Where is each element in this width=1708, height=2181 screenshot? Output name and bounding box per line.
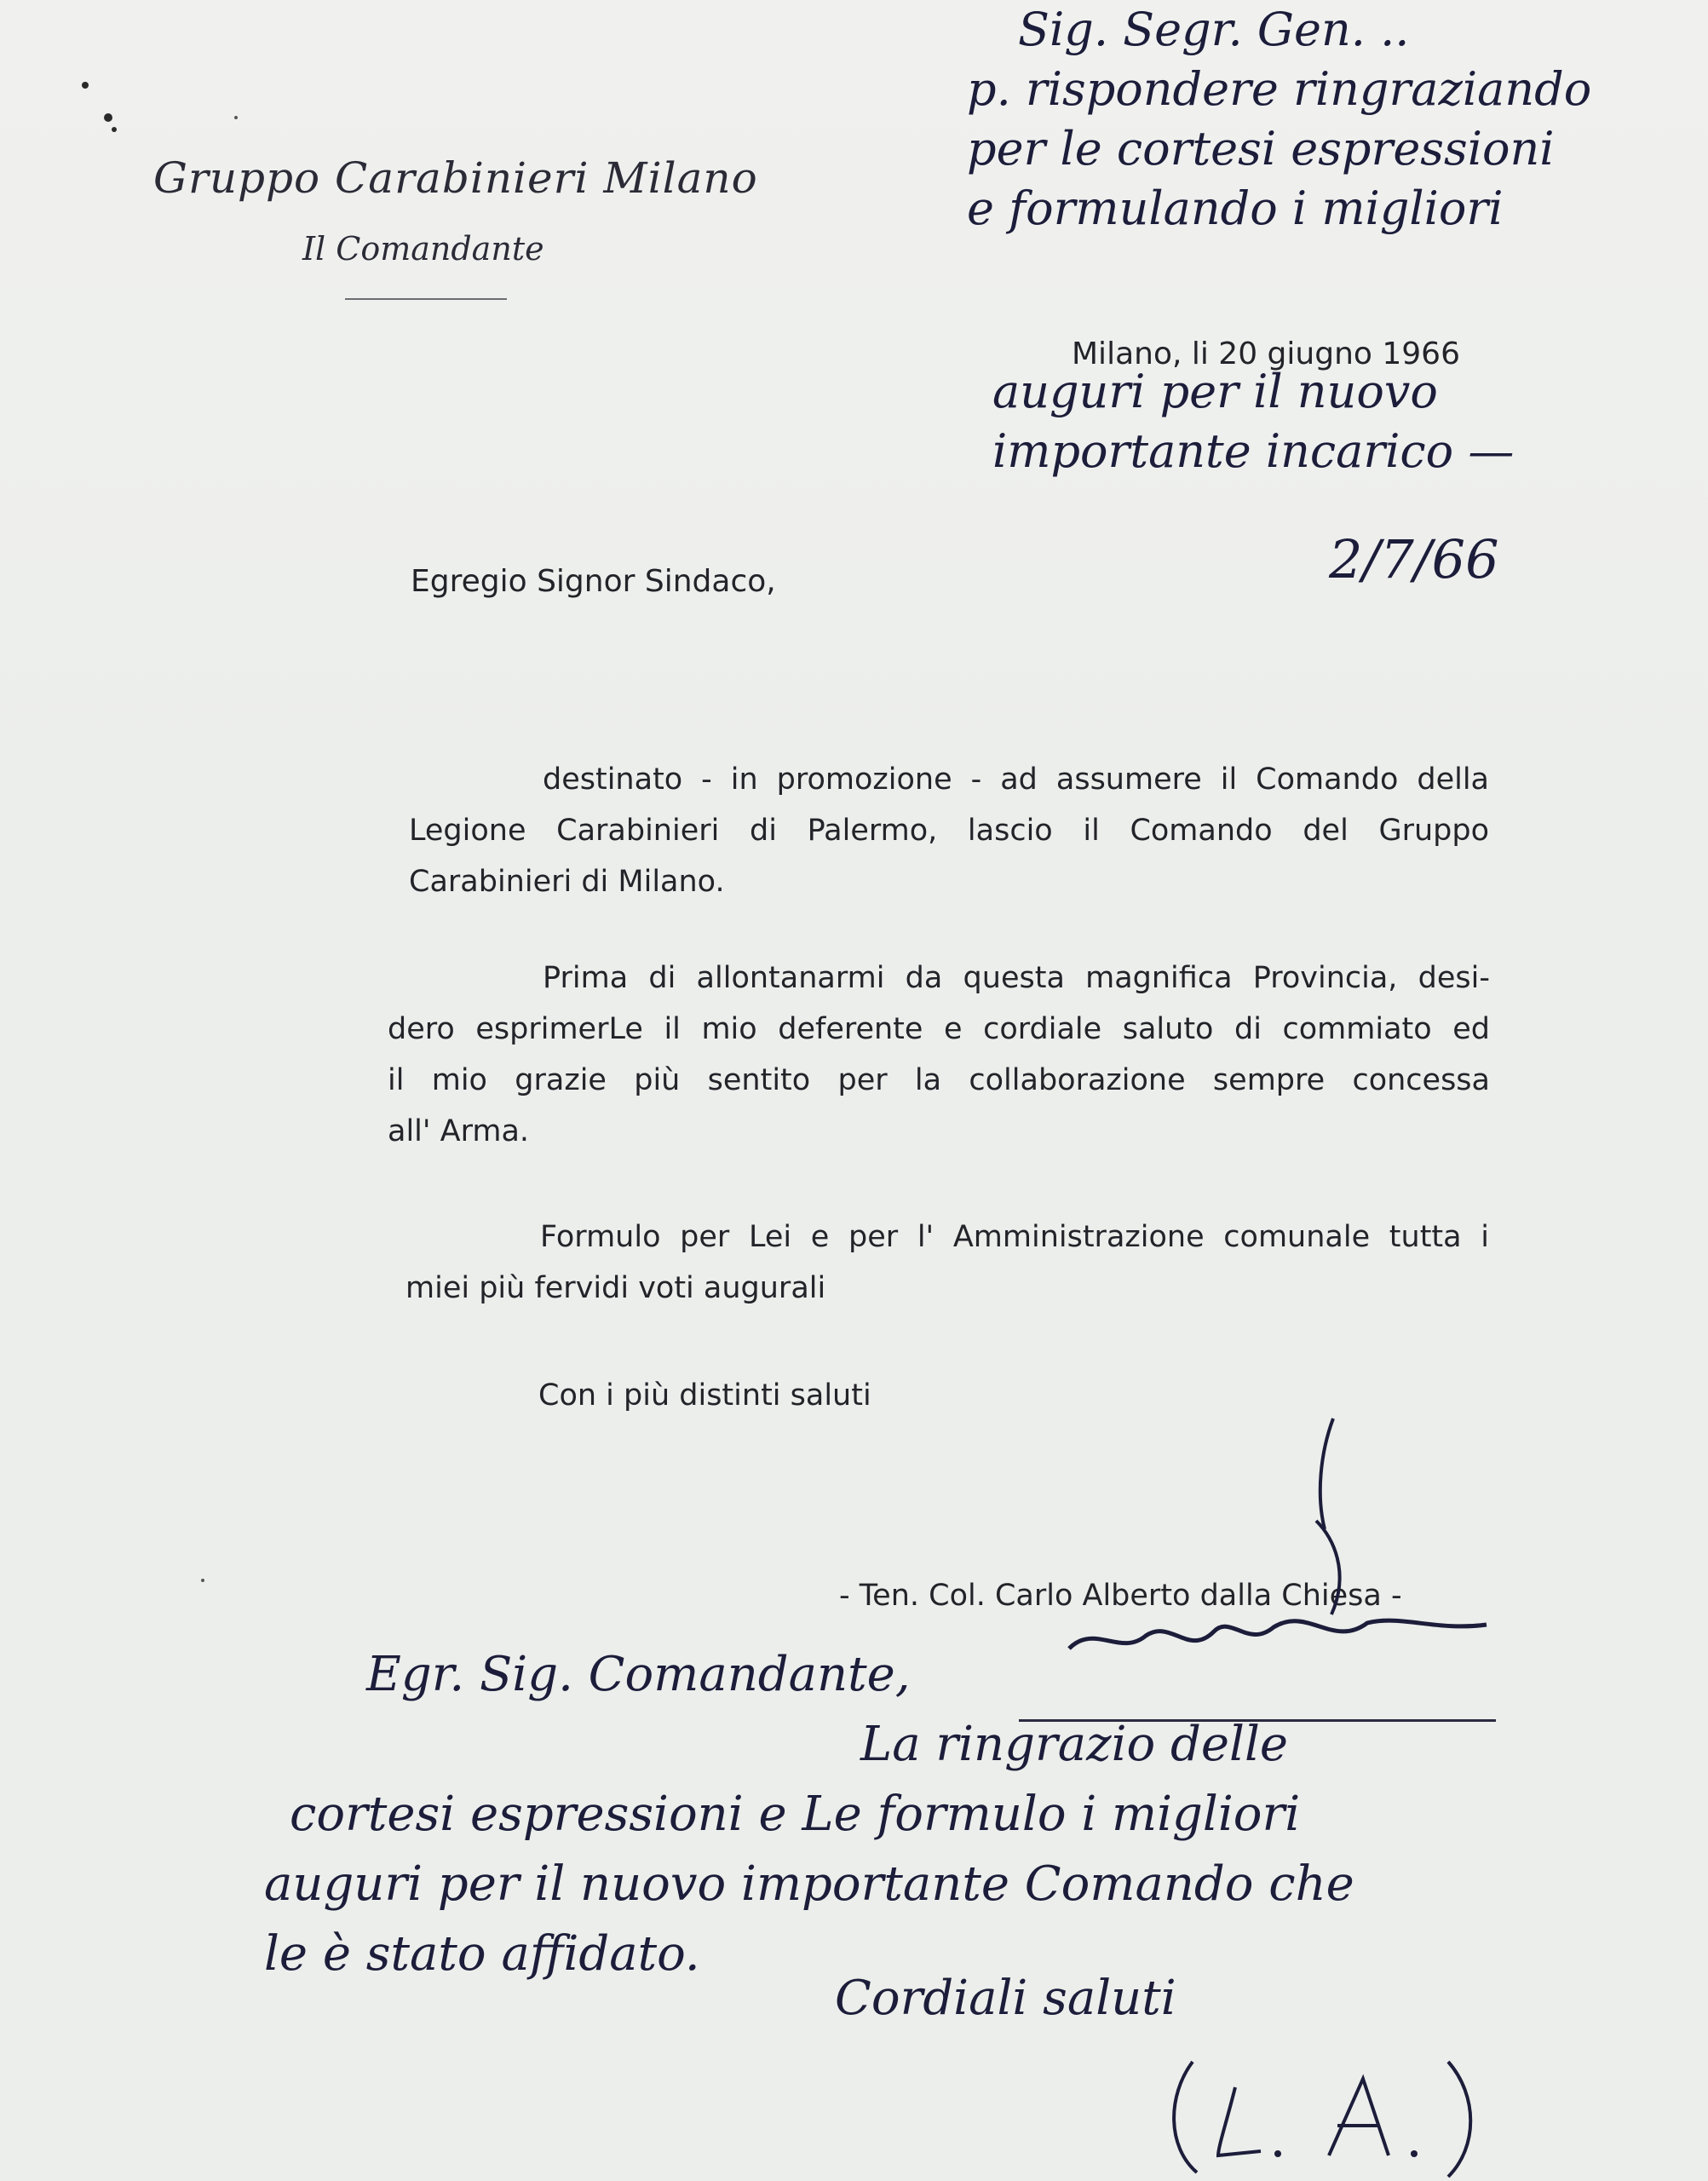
annotation-line: e formulando i migliori: [967, 181, 1504, 235]
annotation-line: auguri per il nuovo: [992, 365, 1438, 418]
annotation-line: p. rispondere ringraziando: [967, 62, 1592, 116]
letterhead-organization: Gruppo Carabinieri Milano: [153, 153, 758, 203]
reply-line: cortesi espressioni e Le formulo i migliori: [290, 1787, 1301, 1842]
typed-signature: - Ten. Col. Carlo Alberto dalla Chiesa -: [839, 1579, 1402, 1613]
annotation-line: importante incarico —: [992, 424, 1515, 478]
paragraph-3: [405, 1211, 1489, 1314]
paragraph-line: miei più fervidi voti augurali: [405, 1271, 826, 1305]
handwritten-reply-draft: [264, 1640, 1354, 2034]
annotation-line: per le cortesi espressioni: [967, 122, 1555, 176]
paragraph-line: Formulo per Lei e per l' Amministrazione comunale tutta i: [540, 1220, 1489, 1254]
reply-line: Egr. Sig. Comandante,: [366, 1647, 911, 1702]
paragraph-line: Legione Carabinieri di Palermo, lascio il Comando del Gruppo: [409, 814, 1489, 848]
annotation-line: Sig. Segr. Gen. ..: [1018, 3, 1410, 56]
paragraph-line: Prima di allontanarmi da questa magnifica Provincia, desi-: [543, 961, 1490, 995]
handwritten-annotation-top: [967, 0, 1591, 239]
reply-line: Cordiali saluti: [835, 1971, 1176, 2026]
closing-line: Con i più distinti saluti: [538, 1378, 871, 1413]
reply-line: le è stato affidato.: [264, 1926, 700, 1982]
paragraph-2: [388, 952, 1490, 1157]
paragraph-line: Carabinieri di Milano.: [409, 865, 725, 899]
salutation: Egregio Signor Sindaco,: [411, 564, 776, 599]
letterhead-rule: [345, 298, 507, 300]
reply-line: La ringrazio delle: [860, 1717, 1289, 1772]
paragraph-line: dero esprimerLe il mio deferente e cordiale saluto di commiato ed: [388, 1012, 1490, 1046]
paragraph-line: il mio grazie più sentito per la collaborazione sempre concessa: [388, 1063, 1490, 1097]
handwritten-annotation-date: 2/7/66: [1329, 528, 1499, 590]
handwritten-initials: [1167, 2053, 1491, 2181]
paragraph-line: all' Arma.: [388, 1114, 530, 1148]
date-line: Milano, li 20 giugno 1966: [1072, 337, 1460, 371]
reply-line: auguri per il nuovo importante Comando che: [264, 1856, 1354, 1912]
paragraph-1: [409, 754, 1489, 907]
handwritten-annotation-middle: [992, 362, 1514, 481]
letterhead-role: Il Comandante: [302, 230, 544, 268]
paragraph-line: destinato - in promozione - ad assumere il Comando della: [543, 762, 1489, 797]
